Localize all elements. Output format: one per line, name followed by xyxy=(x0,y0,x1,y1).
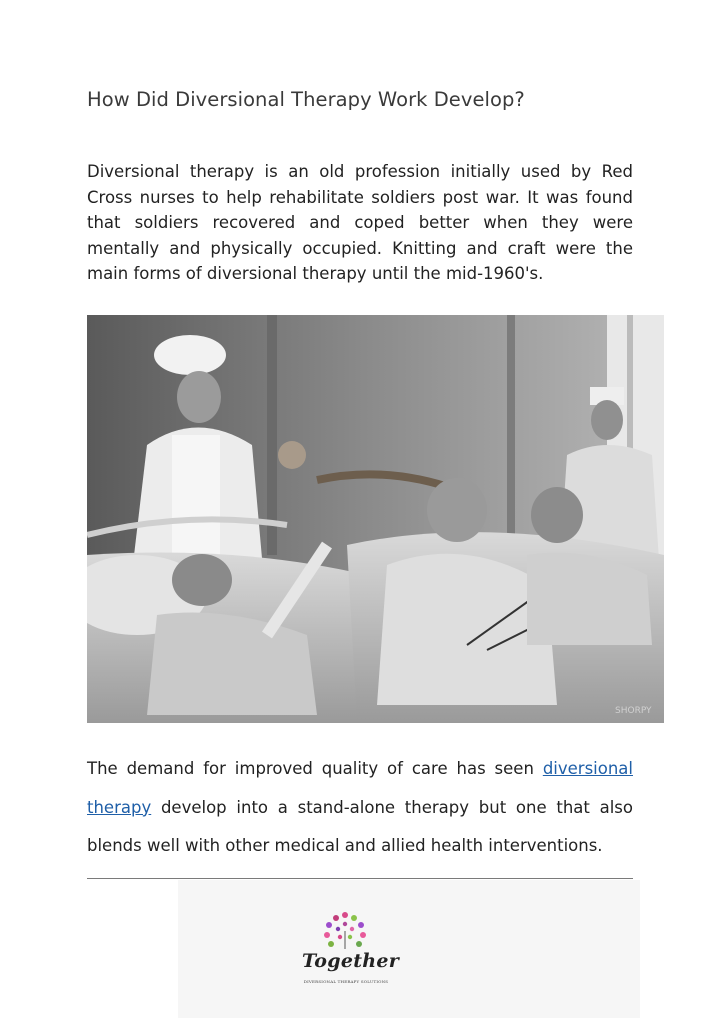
logo-tagline: DIVERSIONAL THERAPY SOLUTIONS xyxy=(303,979,389,984)
page-heading: How Did Diversional Therapy Work Develop? xyxy=(87,88,525,111)
closing-paragraph xyxy=(87,750,633,866)
intro-line: mentally and physically occupied. Knitting and craft were the xyxy=(87,238,633,258)
closing-text-2: develop into a stand-alone therapy but one that also xyxy=(151,797,633,817)
intro-paragraph xyxy=(87,159,633,287)
photo-watermark: SHORPY xyxy=(615,706,652,716)
intro-line: main forms of diversional therapy until the mid-1960's. xyxy=(87,264,544,283)
closing-line-2 xyxy=(87,789,633,828)
closing-text-1: The demand for improved quality of care has seen xyxy=(87,759,543,778)
logo-wordmark: Together xyxy=(302,950,400,972)
footer-area xyxy=(178,880,640,1018)
diversional-therapy-link[interactable]: diversional xyxy=(542,759,633,778)
intro-line: that soldiers recovered and coped better when they were xyxy=(87,213,633,232)
diversional-therapy-link-cont[interactable]: therapy xyxy=(87,797,152,817)
closing-line-3: blends well with other medical and allied health interventions. xyxy=(87,836,603,855)
footer-divider xyxy=(87,878,633,879)
photo-illustration xyxy=(87,315,664,723)
intro-line: Cross nurses to help rehabilitate soldiers post war. It was found xyxy=(87,187,633,207)
intro-line: Diversional therapy is an old profession initially used by Red xyxy=(87,162,633,181)
historic-nursing-photo xyxy=(87,315,664,723)
together-logo-flower-icon xyxy=(300,905,400,990)
closing-line-1 xyxy=(87,750,633,789)
